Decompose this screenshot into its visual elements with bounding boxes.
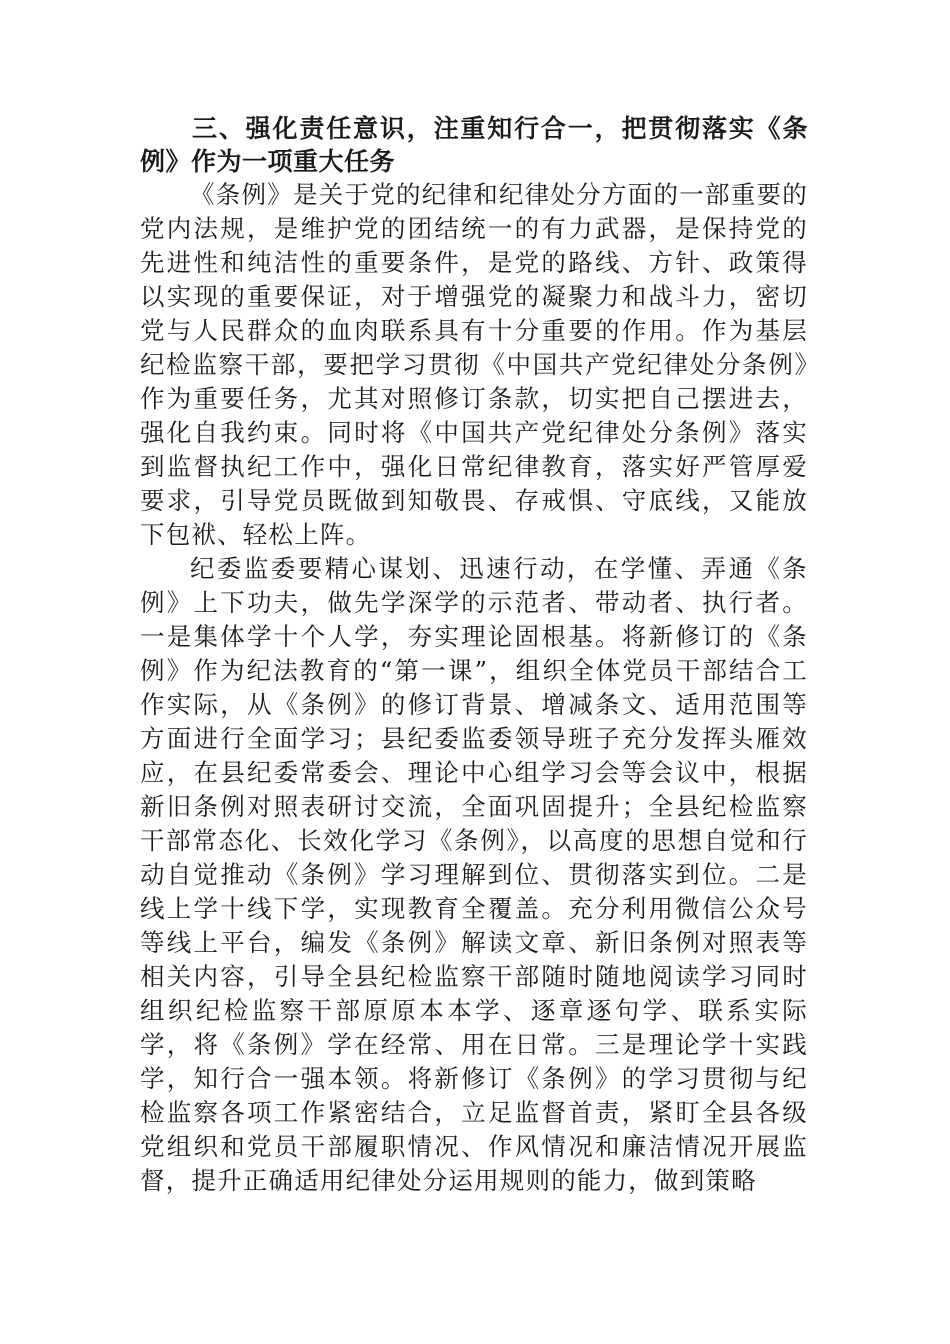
document-page xyxy=(140,112,808,1198)
body-paragraph-2: 纪委监委要精心谋划、迅速行动，在学懂、弄通《条例》上下功夫，做先学深学的示范者、带动者、执行者。一是集体学十个人学，夯实理论固根基。将新修订的《条例》作为纪法教育的“第一课”，组织全体党员干部结合工作实际，从《条例》的修订背景、增减条文、适用范围等方面进行全面学习；县纪委监委领导班子充分发挥头雁效应，在县纪委常委会、理论中心组学习会等会议中，根据新旧条例对照表研讨交流，全面巩固提升；全县纪检监察干部常态化、长效化学习《条例》，以高度的思想自觉和行动自觉推动《条例》学习理解到位、贯彻落实到位。二是线上学十线下学，实现教育全覆盖。充分利用微信公众号等线上平台，编发《条例》解读文章、新旧条例对照表等相关内容，引导全县纪检监察干部随时随地阅读学习同时组织纪检监察干部原原本本学、逐章逐句学、联系实际学，将《条例》学在经常、用在日常。三是理论学十实践学，知行合一强本领。将新修订《条例》的学习贯彻与纪检监察各项工作紧密结合，立足监督首责，紧盯全县各级党组织和党员干部履职情况、作风情况和廉洁情况开展监督，提升正确适用纪律处分运用规则的能力，做到策略 xyxy=(140,554,808,1195)
body-paragraph-1: 《条例》是关于党的纪律和纪律处分方面的一部重要的党内法规，是维护党的团结统一的有力武器，是保持党的先进性和纯洁性的重要条件，是党的路线、方针、政策得以实现的重要保证，对于增强党的凝聚力和战斗力，密切党与人民群众的血肉联系具有十分重要的作用。作为基层纪检监察干部，要把学习贯彻《中国共产党纪律处分条例》作为重要任务，尤其对照修订条款，切实把自己摆进去，强化自我约束。同时将《中国共产党纪律处分条例》落实到监督执纪工作中，强化日常纪律教育，落实好严管厚爱要求，引导党员既做到知敬畏、存戒惧、守底线，又能放下包袱、轻松上阵。 xyxy=(140,180,808,549)
section-heading: 三、强化责任意识，注重知行合一，把贯彻落实《条例》作为一项重大任务 xyxy=(140,114,808,176)
